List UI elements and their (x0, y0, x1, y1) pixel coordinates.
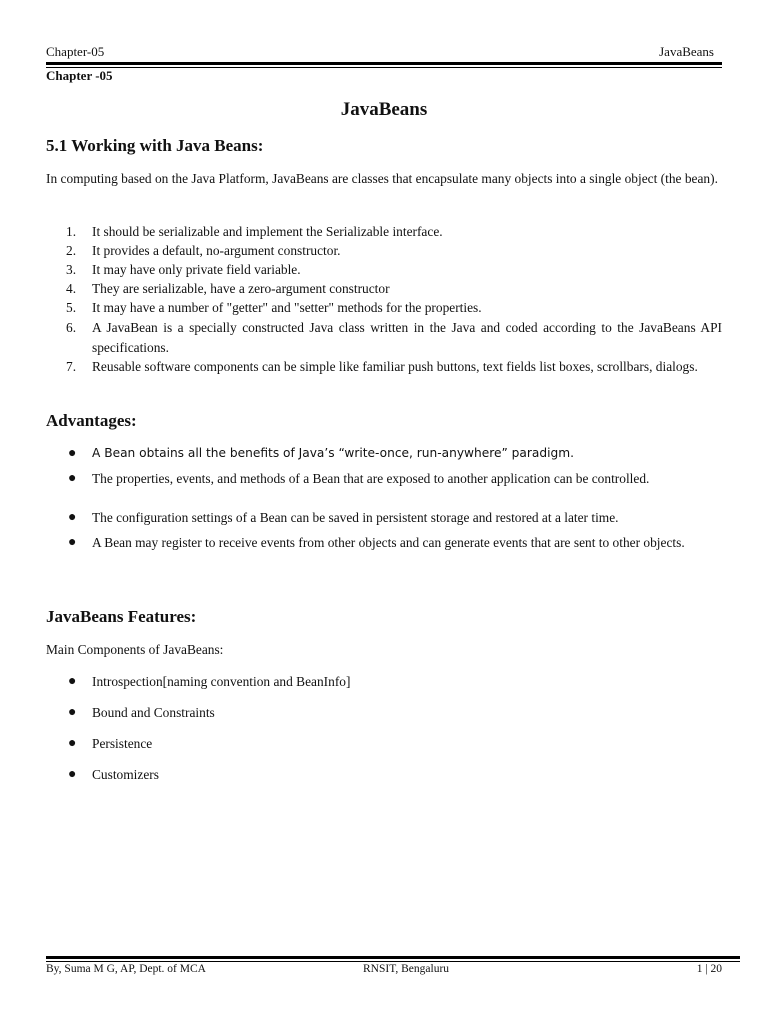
list-text: A Bean obtains all the benefits of Java’s “write-once, run-anywhere” paradigm. (92, 446, 574, 460)
section-heading-advantages: Advantages: (46, 411, 137, 430)
bullet-icon: ● (68, 674, 77, 689)
list-item (46, 703, 722, 723)
list-item (46, 298, 722, 318)
features-intro: Main Components of JavaBeans: (46, 642, 224, 657)
list-number: 1. (66, 224, 77, 239)
list-item (46, 260, 722, 280)
header-chapter: Chapter-05 (46, 44, 105, 59)
list-number: 7. (66, 359, 77, 374)
footer-rule-thin (46, 961, 740, 962)
list-item (46, 734, 722, 754)
list-text: It may have a number of "getter" and "setter" methods for the properties. (92, 300, 482, 315)
list-item (46, 533, 722, 553)
bullet-icon: ● (68, 510, 77, 525)
list-text: A Bean may register to receive events from other objects and can generate events that are sent to other objects. (92, 535, 685, 550)
list-item (46, 444, 722, 464)
list-item (46, 279, 722, 299)
list-number: 6. (66, 320, 77, 335)
footer-author: By, Suma M G, AP, Dept. of MCA (46, 963, 206, 975)
bullet-icon: ● (68, 767, 77, 782)
list-number: 4. (66, 281, 77, 296)
list-item (46, 357, 722, 377)
list-item (46, 241, 722, 261)
list-text: A JavaBean is a specially constructed Java class written in the Java and coded according to the JavaBeans API specifications. (92, 320, 722, 355)
page-number: 1 | 20 (696, 963, 722, 975)
list-item (46, 318, 722, 357)
list-item (46, 222, 722, 242)
list-text: The properties, events, and methods of a Bean that are exposed to another application can be controlled. (92, 471, 650, 486)
header-rule (46, 62, 722, 65)
list-text: Customizers (92, 767, 159, 782)
list-item (46, 469, 722, 489)
section-heading-features: JavaBeans Features: (46, 607, 197, 626)
list-number: 5. (66, 300, 77, 315)
list-text: Introspection[naming convention and BeanInfo] (92, 674, 351, 689)
bullet-icon: ● (68, 471, 77, 486)
bullet-icon: ● (68, 535, 77, 550)
header-rule-thin (46, 67, 722, 68)
footer-rule (46, 956, 740, 959)
list-text: The configuration settings of a Bean can be saved in persistent storage and restored at a later time. (92, 510, 619, 525)
bullet-icon: ● (68, 736, 77, 751)
list-text: They are serializable, have a zero-argument constructor (92, 281, 390, 296)
header-topic: JavaBeans (659, 44, 714, 59)
chapter-label: Chapter -05 (46, 68, 113, 83)
list-text: Reusable software components can be simple like familiar push buttons, text fields list boxes, scrollbars, dialogs. (92, 359, 698, 374)
list-number: 2. (66, 243, 77, 258)
list-item (46, 508, 722, 528)
list-text: It provides a default, no-argument constructor. (92, 243, 341, 258)
intro-paragraph: In computing based on the Java Platform, JavaBeans are classes that encapsulate many objects into a single object (the bean). (46, 171, 718, 186)
list-item (46, 765, 722, 785)
list-text: It should be serializable and implement the Serializable interface. (92, 224, 443, 239)
bullet-icon: ● (68, 446, 77, 461)
page-title: JavaBeans (340, 99, 428, 120)
list-text: Bound and Constraints (92, 705, 215, 720)
list-item (46, 672, 722, 692)
list-number: 3. (66, 262, 77, 277)
list-text: It may have only private field variable. (92, 262, 301, 277)
list-text: Persistence (92, 736, 153, 751)
section-heading-working: 5.1 Working with Java Beans: (46, 136, 264, 155)
bullet-icon: ● (68, 705, 77, 720)
footer-institute: RNSIT, Bengaluru (363, 963, 450, 975)
